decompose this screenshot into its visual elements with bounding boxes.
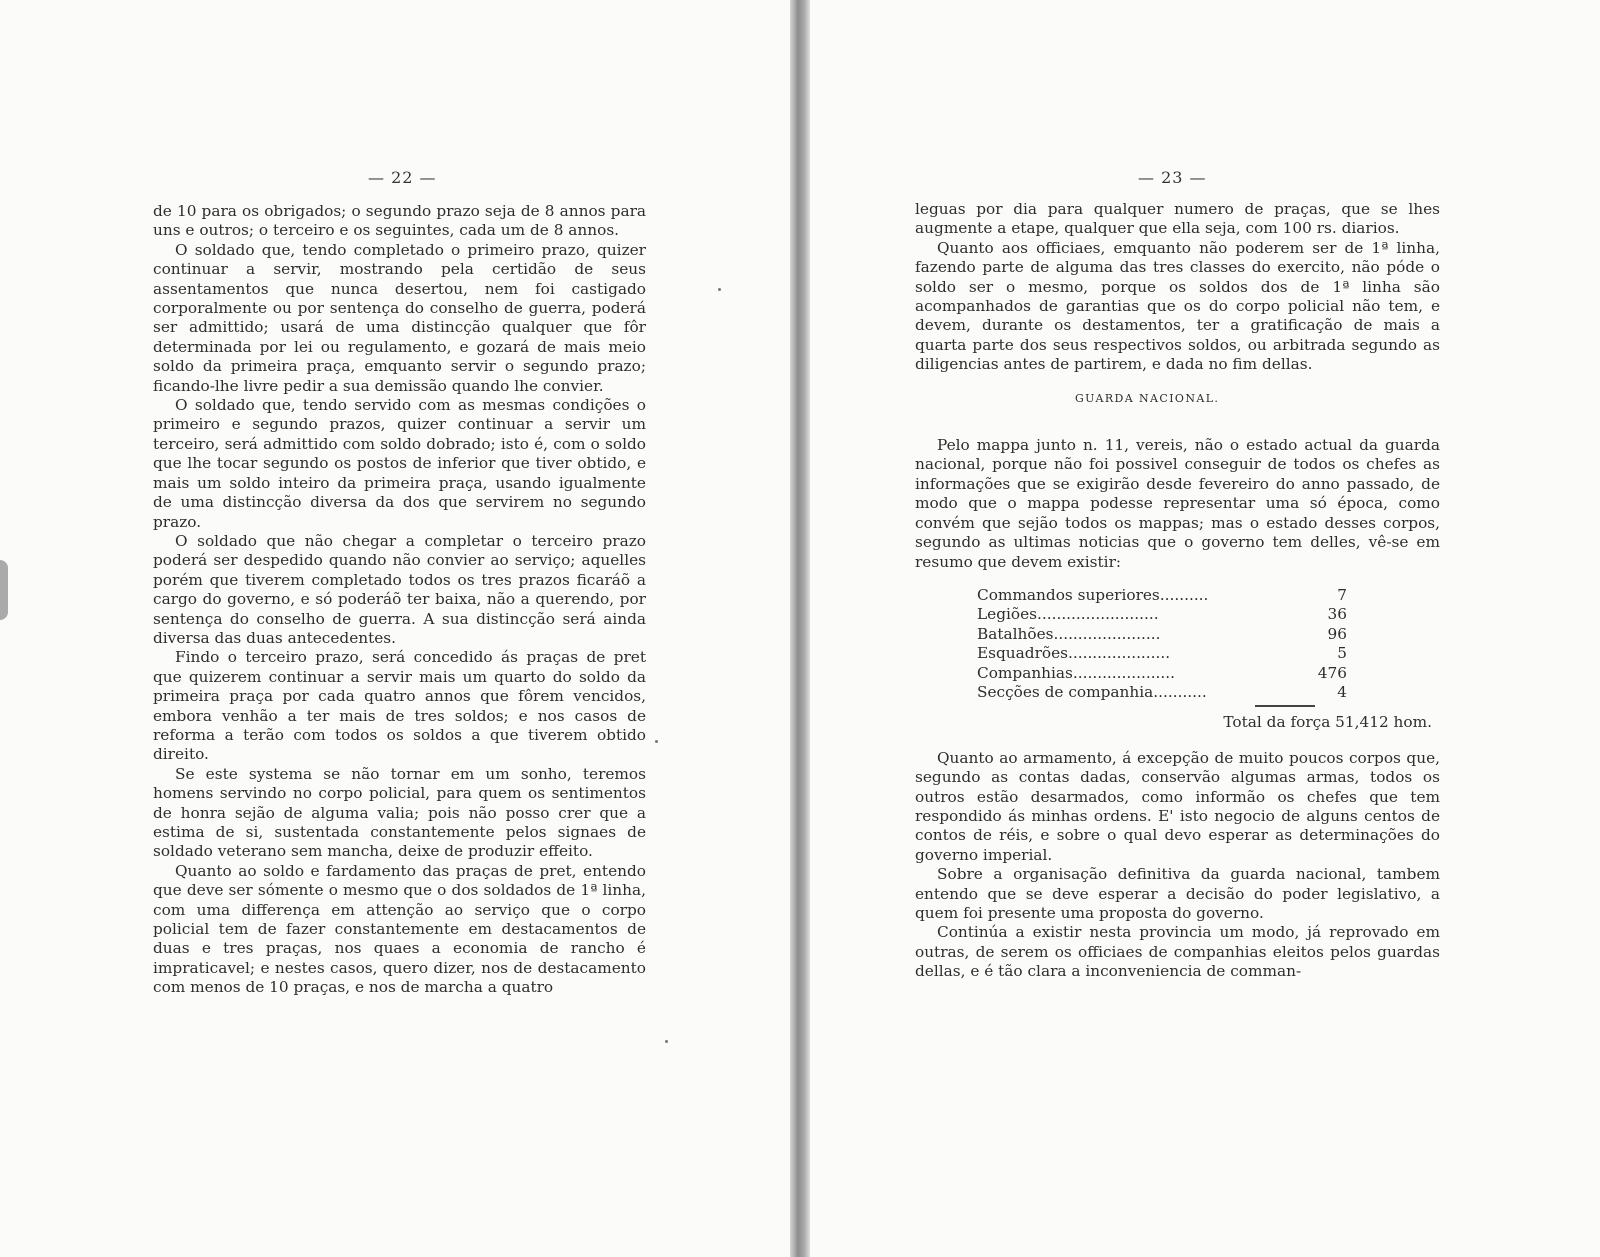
left-page-text bbox=[153, 202, 646, 998]
row-label: Esquadrões..................... bbox=[977, 644, 1171, 663]
force-table bbox=[977, 586, 1347, 702]
paragraph: Quanto aos officiaes, emquanto não poderem ser de 1ª linha, fazendo parte de alguma das tres classes do exercito, não póde o soldo ser o mesmo, porque os soldos dos de 1ª linha são acompanhados de garantias que os do corpo policial não tem, e devem, durante os destamentos, ter a gratificação de mais a quarta parte dos seus respectivos soldos, ou arbitrada segundo as diligencias antes de partirem, e dada no fim dellas. bbox=[915, 238, 1440, 374]
paragraph: de 10 para os obrigados; o segundo prazo seja de 8 annos para uns e outros; o terceiro e os seguintes, cada um de 8 annos. bbox=[153, 202, 646, 240]
paragraph: Continúa a existir nesta provincia um modo, já reprovado em outras, de serem os officiaes de companhias eleitos pelos guardas dellas, e é tão clara a inconveniencia de comman- bbox=[915, 923, 1440, 981]
page-number-left: — 22 — bbox=[368, 168, 437, 187]
paragraph: Sobre a organisação definitiva da guarda nacional, tambem entendo que se deve esperar a decisão do poder legislativo, a quem foi presente uma proposta do governo. bbox=[915, 865, 1440, 922]
speck bbox=[665, 1040, 668, 1043]
row-label: Legiões......................... bbox=[977, 605, 1159, 624]
table-row bbox=[977, 644, 1347, 663]
row-label: Companhias..................... bbox=[977, 663, 1176, 682]
force-total: Total da força 51,412 hom. bbox=[1223, 713, 1432, 732]
table-row bbox=[977, 683, 1347, 702]
row-value: 476 bbox=[1317, 663, 1347, 682]
row-value: 96 bbox=[1327, 624, 1347, 643]
row-value: 7 bbox=[1337, 585, 1347, 604]
paragraph: Quanto ao armamento, á excepção de muito poucos corpos que, segundo as contas dadas, conservão algumas armas, todos os outros estão desarmados, como informão os chefes que tem respondido ás minhas ordens. E' isto negocio de alguns centos de contos de réis, e sobre o qual devo esperar as determinações do governo imperial. bbox=[915, 748, 1440, 864]
right-page bbox=[810, 0, 1600, 1257]
page-edge-shadow bbox=[0, 560, 8, 620]
row-value: 4 bbox=[1337, 682, 1347, 701]
paragraph: O soldado que, tendo servido com as mesmas condições o primeiro e segundo prazos, quizer continuar a servir um terceiro, será admittido com soldo dobrado; isto é, com o soldo que lhe tocar segundo os postos de inferior que tiver obtido, e mais um soldo inteiro da primeira praça, usando igualmente de uma distincção diversa da dos que servirem no segundo prazo. bbox=[153, 396, 646, 531]
row-label: Batalhões...................... bbox=[977, 624, 1161, 643]
table-row bbox=[977, 605, 1347, 624]
table-row bbox=[977, 664, 1347, 683]
row-value: 36 bbox=[1327, 605, 1347, 624]
paragraph: leguas por dia para qualquer numero de praças, que se lhes augmente a etape, qualquer que ella seja, com 100 rs. diarios. bbox=[915, 200, 1440, 238]
table-row bbox=[977, 586, 1347, 605]
left-page bbox=[0, 0, 790, 1257]
row-label: Commandos superiores.......... bbox=[977, 585, 1209, 604]
speck bbox=[655, 740, 658, 743]
table-row bbox=[977, 625, 1347, 644]
paragraph: O soldado que, tendo completado o primeiro prazo, quizer continuar a servir, mostrando pela certidão de seus assentamentos que nunca desertou, nem foi castigado corporalmente ou por sentença do conselho de guerra, poderá ser admittido; usará de uma distincção qualquer que fôr determinada por lei ou regulamento, e gozará de mais meio soldo da primeira praça, emquanto servir o segundo prazo; ficando-lhe livre pedir a sua demissão quando lhe convier. bbox=[153, 240, 646, 395]
right-page-text bbox=[915, 200, 1440, 982]
paragraph: Pelo mappa junto n. 11, vereis, não o estado actual da guarda nacional, porque não foi possivel conseguir de todos os chefes as informações que se exigirão desde fevereiro do anno passado, de modo que o mappa podesse representar uma só época, como convém que sejão todos os mappas; mas o estado desses corpos, segundo as ultimas noticias que o governo tem delles, vê-se em resumo que devem existir: bbox=[915, 436, 1440, 571]
speck bbox=[718, 288, 721, 291]
paragraph: Se este systema se não tornar em um sonho, teremos homens servindo no corpo policial, para quem os sentimentos de honra sejão de alguma valia; pois não posso crer que a estima de si, sustentada constantemente pelos signaes de soldado veterano sem mancha, deixe de produzir effeito. bbox=[153, 764, 646, 861]
page-number-right: — 23 — bbox=[1138, 168, 1207, 187]
paragraph: Findo o terceiro prazo, será concedido ás praças de pret que quizerem continuar a servir mais um quarto do soldo da primeira praça por cada quatro annos que fôrem vencidos, embora venhão a ter mais de tres soldos; e nos casos de reforma a terão com todos os soldos a que tiverem obtido direito. bbox=[153, 648, 646, 764]
row-value: 5 bbox=[1337, 644, 1347, 663]
section-heading: GUARDA NACIONAL. bbox=[1075, 391, 1220, 405]
row-label: Secções de companhia........... bbox=[977, 682, 1207, 701]
book-gutter bbox=[790, 0, 810, 1257]
paragraph: Quanto ao soldo e fardamento das praças de pret, entendo que deve ser sómente o mesmo que o dos soldados de 1ª linha, com uma differença em attenção ao serviço que o corpo policial tem de fazer constantemente em destacamentos de duas e tres praças, nos quaes a economia de rancho é impraticavel; e nestes casos, quero dizer, nos de destacamento com menos de 10 praças, e nos de marcha a quatro bbox=[153, 861, 646, 997]
paragraph: O soldado que não chegar a completar o terceiro prazo poderá ser despedido quando não convier ao serviço; aquelles porém que tiverem completado todos os tres prazos ficaráõ a cargo do governo, e só poderáõ ter baixa, não a querendo, por sentença do conselho de guerra. A sua distincção será ainda diversa das duas antecedentes. bbox=[153, 531, 646, 647]
total-rule bbox=[1255, 705, 1315, 707]
